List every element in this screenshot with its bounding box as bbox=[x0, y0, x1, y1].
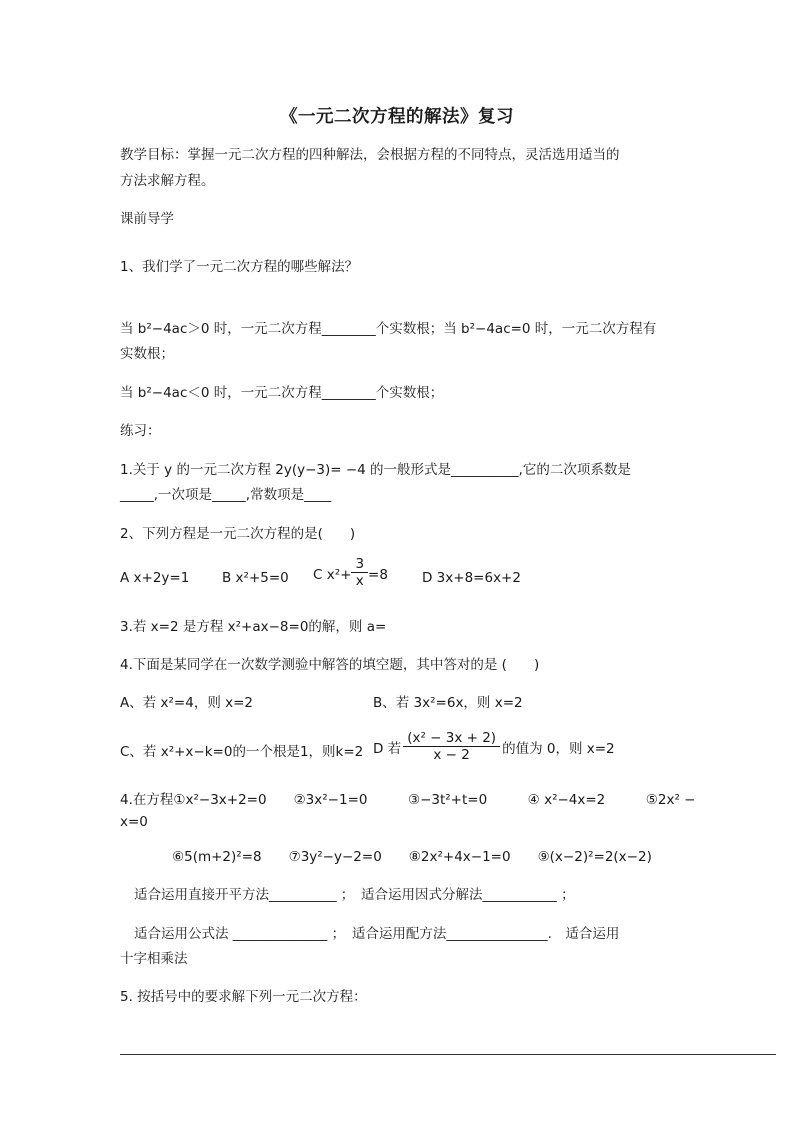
option-c-fraction bbox=[351, 556, 368, 589]
fraction-denominator: x bbox=[355, 573, 364, 589]
practice-heading: 练习： bbox=[120, 423, 161, 439]
practice-5: 5. 按括号中的要求解下列一元二次方程： bbox=[120, 989, 367, 1005]
practice-2-option-a: A x+2y=1 bbox=[120, 570, 190, 586]
practice-1-line-1: 1.关于 y 的一元二次方程 2y(y−3)= −4 的一般形式是__________,它的二次项系数是 bbox=[120, 462, 631, 478]
fraction-denominator: x − 2 bbox=[433, 747, 470, 763]
bottom-divider bbox=[120, 1054, 776, 1055]
practice-4-stem: 4.下面是某同学在一次数学测验中解答的填空题，其中答对的是 ( ) bbox=[120, 657, 540, 673]
option-d-suffix: 的值为 0，则 x=2 bbox=[502, 740, 615, 757]
practice-4b-line-5: 适合运用公式法 ______________ ； 适合运用配方法_______________. 适合运用 bbox=[134, 926, 620, 942]
discriminant-line-2: 实数根； bbox=[120, 346, 174, 362]
question-1: 1、我们学了一元二次方程的哪些解法？ bbox=[120, 259, 359, 275]
discriminant-line-1: 当 b²−4ac＞0 时，一元二次方程________个实数根；当 b²−4ac=0 时，一元二次方程有 bbox=[120, 321, 657, 337]
practice-4b-line-4: 适合运用直接开平方法__________ ； 适合运用因式分解法___________ ； bbox=[134, 887, 575, 903]
practice-4b-line-2: x=0 bbox=[120, 814, 148, 830]
fraction-numerator: 3 bbox=[355, 556, 365, 572]
practice-4-option-d bbox=[373, 730, 615, 763]
option-d-fraction bbox=[403, 730, 500, 763]
discriminant-line-3: 当 b²−4ac＜0 时，一元二次方程________个实数根； bbox=[120, 385, 444, 401]
practice-4-option-a: A、若 x²=4，则 x=2 bbox=[120, 695, 254, 711]
practice-4-option-c: C、若 x²+x−k=0的一个根是1，则k=2 bbox=[120, 744, 364, 760]
practice-3: 3.若 x=2 是方程 x²+ax−8=0的解，则 a= bbox=[120, 619, 387, 635]
objective-line-1: 教学目标：掌握一元二次方程的四种解法，会根据方程的不同特点，灵活选用适当的 bbox=[120, 147, 620, 163]
page-title: 《一元二次方程的解法》复习 bbox=[280, 107, 514, 127]
practice-4b-line-3: ⑥5(m+2)²=8 ⑦3y²−y−2=0 ⑧2x²+4x−1=0 ⑨(x−2)²=2(x−2) bbox=[172, 849, 652, 865]
practice-2-option-b: B x²+5=0 bbox=[222, 570, 289, 586]
practice-4b-line-1: 4.在方程①x²−3x+2=0 ②3x²−1=0 ③−3t²+t=0 ④ x²−4x=2 ⑤2x² − bbox=[120, 792, 696, 808]
option-d-prefix: D 若 bbox=[373, 740, 402, 757]
practice-2-option-c bbox=[313, 556, 388, 589]
practice-2-stem: 2、下列方程是一元二次方程的是( ) bbox=[120, 526, 356, 542]
fraction-numerator: (x² − 3x + 2) bbox=[407, 730, 497, 746]
option-c-prefix: C x²+ bbox=[313, 566, 352, 583]
practice-2-option-d: D 3x+8=6x+2 bbox=[422, 570, 521, 586]
practice-4b-line-6: 十字相乘法 bbox=[120, 951, 188, 967]
pre-study-heading: 课前导学 bbox=[120, 211, 174, 227]
objective-line-2: 方法求解方程。 bbox=[120, 173, 215, 189]
practice-1-line-2: _____,一次项是_____,常数项是____ bbox=[120, 487, 332, 503]
practice-4-option-b: B、若 3x²=6x，则 x=2 bbox=[373, 695, 523, 711]
option-c-suffix: =8 bbox=[368, 566, 388, 583]
